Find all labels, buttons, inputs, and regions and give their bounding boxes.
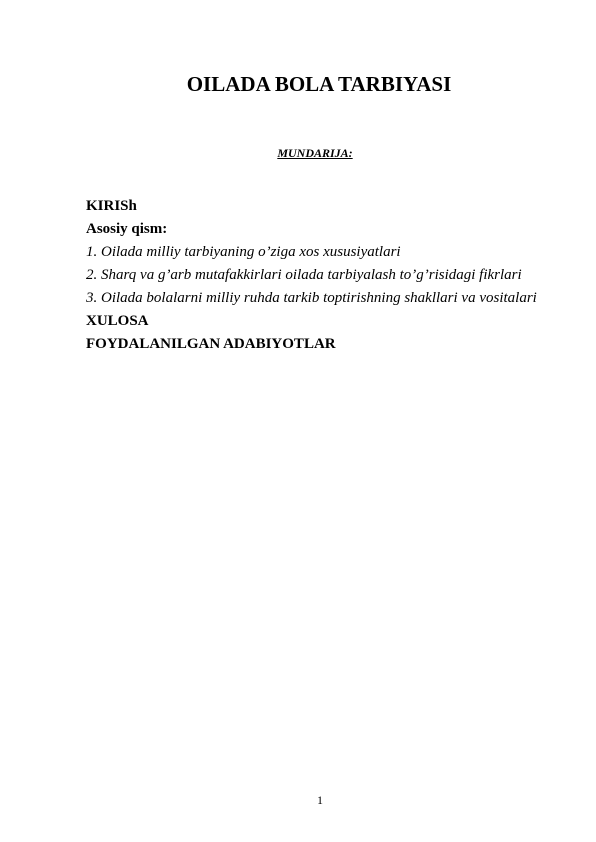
toc-item-section-3: 3. Oilada bolalarni milliy ruhda tarkib toptirishning shakllari va vositalari (86, 290, 537, 306)
toc-item-conclusion: XULOSA (86, 313, 149, 329)
contents-heading: MUNDARIJA: (277, 146, 353, 160)
toc-item-main-part: Asosiy qism: (86, 221, 168, 237)
page-number: 1 (317, 793, 323, 807)
toc-item-section-2: 2. Sharq va g’arb mutafakkirlari oilada tarbiyalash to’g’risidagi fikrlari (86, 267, 522, 283)
table-of-contents (86, 195, 566, 356)
toc-item-section-1: 1. Oilada milliy tarbiyaning o’ziga xos xususiyatlari (86, 244, 401, 260)
document-title: OILADA BOLA TARBIYASI (186, 72, 452, 96)
toc-item-introduction: KIRISh (86, 198, 137, 214)
toc-item-references: FOYDALANILGAN ADABIYOTLAR (86, 336, 336, 352)
